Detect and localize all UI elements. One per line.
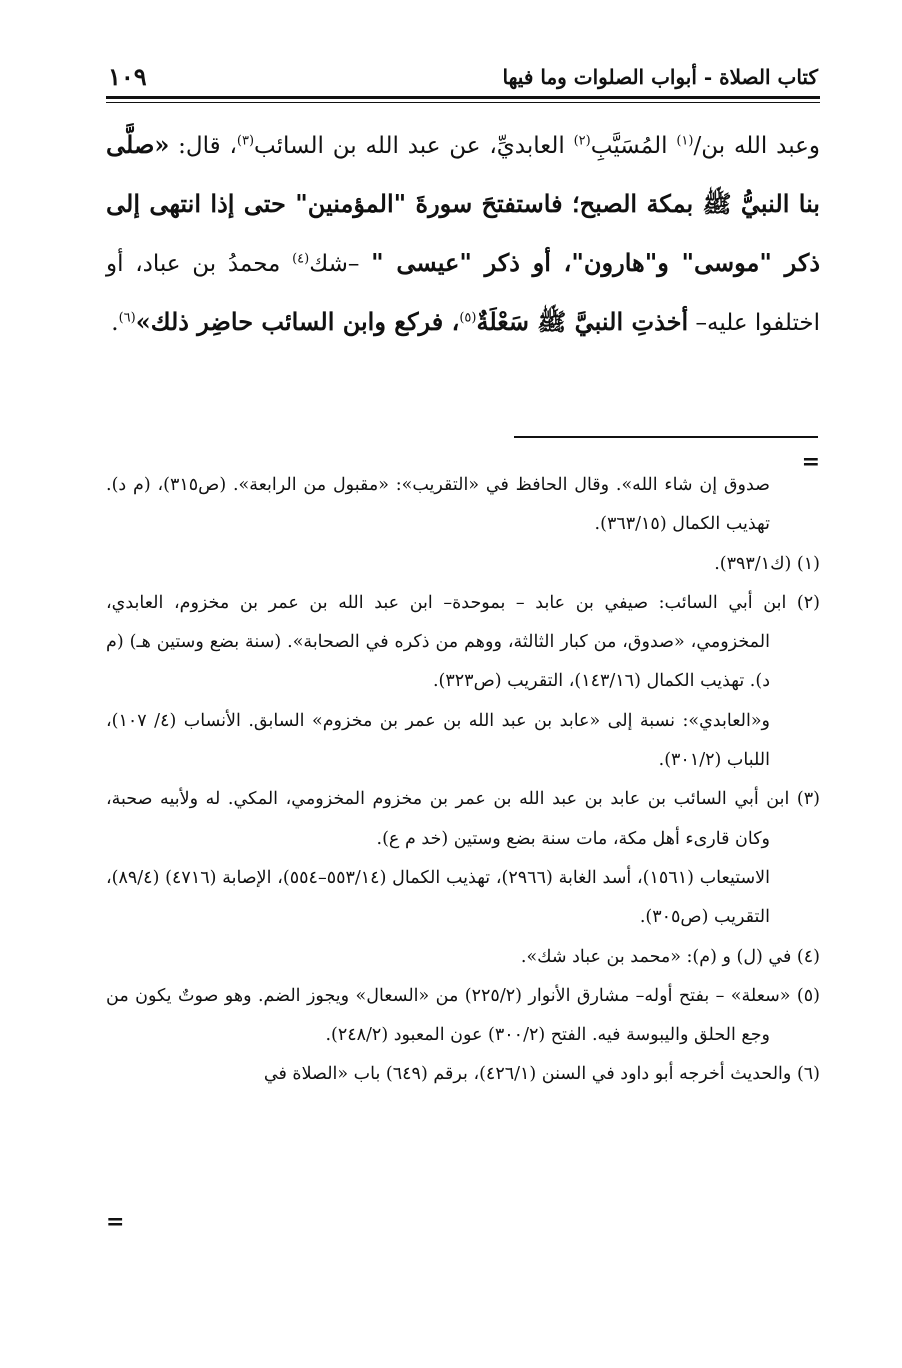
- matn-text: «صلَّى بنا النبيُّ ﷺ بمكة الصبح؛ فاستفتحَ سورةَ "المؤمنين" حتى إذا انتهى إلى ذكر "موسى" و"هارون"، أو ذكر "عيسى ": [106, 130, 821, 277]
- footnote-continuation: صدوق إن شاء الله». وقال الحافظ في «التقريب»: «مقبول من الرابعة». (ص٣١٥)، (م د). تهذيب الكمال (٣٦٣/١٥).: [106, 475, 770, 535]
- footnote-4: (٤) في (ل) و (م): «محمد بن عباد شك».: [520, 946, 820, 967]
- isnad-text: وعبد الله بن/: [693, 133, 820, 159]
- running-title: كتاب الصلاة - أبواب الصلوات وما فيها: [502, 65, 818, 89]
- footnote-5: (٥) «سعلة» – بفتح أوله– مشارق الأنوار (٢٢٥/٢) من «السعال» ويجوز الضم. وهو صوتٌ يكون من وجع الحلق واليبوسة فيه. الفتح (٣٠٠/٢) عون المعبود (٢٤٨/٢).: [106, 985, 820, 1046]
- footnote-separator: [514, 436, 818, 438]
- header-rule-thin: [106, 102, 820, 103]
- isnad-text: العابديِّ، عن عبد الله بن السائب: [254, 133, 574, 159]
- footnote-3: (٣) ابن أبي السائب بن عابد بن عبد الله بن عمر بن مخزوم المخزومي، المكي. له ولأبيه صحبة، وكان قارىء أهل مكة، مات سنة بضع وستين (خد م ع).: [106, 789, 820, 849]
- narrator-note: –شك: [309, 251, 372, 277]
- footnote-ref-5: (٥): [459, 310, 477, 326]
- footnote-ref-1: (١): [676, 133, 694, 149]
- header-rule-thick: [106, 96, 820, 99]
- hadith-text: [106, 116, 820, 352]
- matn-text: أخذتِ النبيَّ ﷺ سَعْلَةٌ: [476, 307, 689, 336]
- footnote-6: (٦) والحديث أخرجه أبو داود في السنن (٤٢٦/١)، برقم (٦٤٩) باب «الصلاة في: [263, 1064, 820, 1085]
- continued-mark-bottom: =: [106, 1209, 125, 1235]
- page-number: ١٠٩: [108, 62, 147, 91]
- matn-text: ، فركع وابن السائب حاضِر ذلك»: [135, 307, 460, 336]
- isnad-text: ، قال:: [169, 133, 237, 159]
- footnote-ref-4: (٤): [292, 251, 310, 267]
- page-header: [108, 62, 818, 94]
- end-mark: .: [111, 310, 119, 336]
- footnote-2-continued: و«العابدي»: نسبة إلى «عابد بن عبد الله بن عمر بن مخزوم» السابق. الأنساب (٤/ ١٠٧)، اللباب (٣٠١/٢).: [106, 710, 770, 771]
- footnote-2: (٢) ابن أبي السائب: صيفي بن عابد – بموحدة– ابن عبد الله بن عمر بن مخزوم، العابدي، المخزومي، «صدوق، من كبار الثالثة، ووهم من ذكره في الصحابة». (سنة بضع وستين هـ) (م د). تهذيب الكمال (١٤٣/١٦)، التقريب (ص٣٢٣).: [106, 592, 820, 692]
- footnote-1: (١) (ك٣٩٣/١).: [714, 553, 820, 574]
- footnote-ref-3: (٣): [236, 133, 255, 149]
- continued-mark-top: =: [801, 449, 820, 475]
- narrator-note: محمدُ بن عباد، أو اختلفوا عليه–: [106, 251, 820, 336]
- narrator-name: المُسَيَّبِ: [590, 133, 677, 159]
- footnote-ref-2: (٢): [573, 133, 591, 149]
- footnote-3-continued: الاستيعاب (١٥٦١)، أسد الغابة (٢٩٦٦)، تهذيب الكمال (٥٥٣/١٤–٥٥٤)، الإصابة (٤٧١٦) (٨٩/٤)، التقريب (ص٣٠٥).: [106, 867, 771, 928]
- footnote-ref-6: (٦): [118, 310, 136, 326]
- footnotes: [106, 466, 820, 1095]
